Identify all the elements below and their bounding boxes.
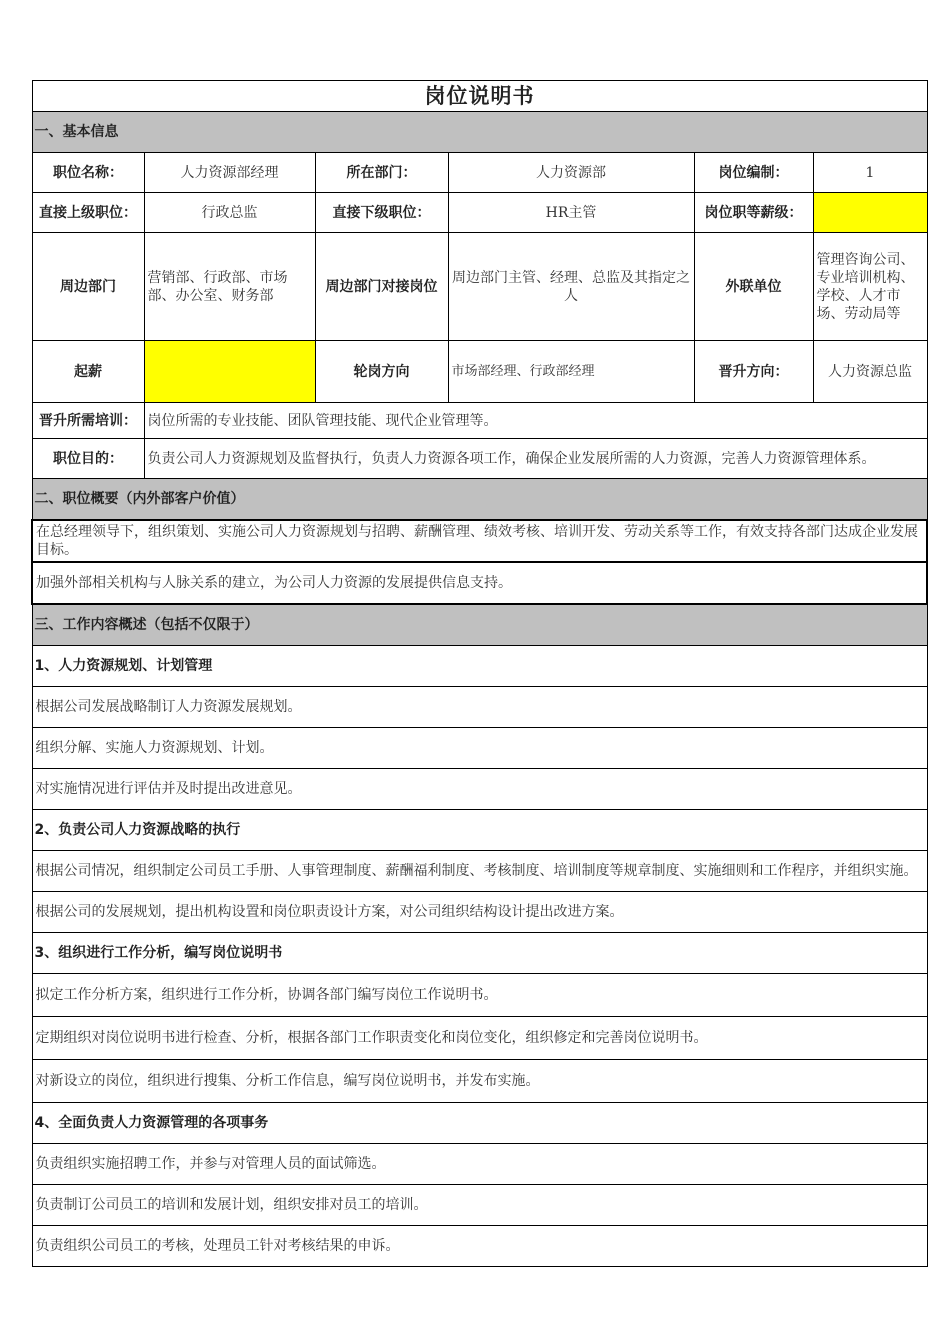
peripheral-contact-value[interactable]: 周边部门主管、经理、总监及其指定之人 <box>448 233 694 341</box>
basic-info-row-1 <box>32 153 927 193</box>
position-purpose-label: 职位目的： <box>32 439 144 479</box>
promotion-training-label: 晋升所需培训： <box>32 403 144 439</box>
superior-position-label: 直接上级职位： <box>32 193 144 233</box>
work-group-title: 3、组织进行工作分析，编写岗位说明书 <box>32 933 927 974</box>
section-work-content-heading: 三、工作内容概述（包括不仅限于） <box>32 604 927 646</box>
salary-grade-label: 岗位职等薪级： <box>694 193 813 233</box>
external-units-value[interactable]: 管理咨询公司、专业培训机构、学校、人才市场、劳动局等 <box>813 233 927 341</box>
position-name-label: 职位名称： <box>32 153 144 193</box>
subordinate-position-value[interactable]: HR主管 <box>448 193 694 233</box>
basic-info-row-4 <box>32 341 927 403</box>
job-description-sheet <box>31 80 926 1267</box>
promotion-direction-value[interactable]: 人力资源总监 <box>813 341 927 403</box>
work-item[interactable]: 负责组织公司员工的考核，处理员工针对考核结果的申诉。 <box>32 1226 927 1267</box>
headcount-value[interactable]: 1 <box>813 153 927 193</box>
work-group-title: 4、全面负责人力资源管理的各项事务 <box>32 1103 927 1144</box>
rotation-direction-value[interactable]: 市场部经理、行政部经理 <box>448 341 694 403</box>
headcount-label: 岗位编制： <box>694 153 813 193</box>
work-item[interactable]: 对新设立的岗位，组织进行搜集、分析工作信息，编写岗位说明书，并发布实施。 <box>32 1060 927 1103</box>
page-title: 岗位说明书 <box>32 81 927 112</box>
promotion-training-row <box>32 403 927 439</box>
job-description-table <box>31 80 928 1267</box>
section-basic-info-heading: 一、基本信息 <box>32 112 927 153</box>
work-item[interactable]: 定期组织对岗位说明书进行检查、分析，根据各部门工作职责变化和岗位变化，组织修定和完善岗位说明书。 <box>32 1017 927 1060</box>
superior-position-value[interactable]: 行政总监 <box>144 193 315 233</box>
work-item[interactable]: 根据公司情况，组织制定公司员工手册、人事管理制度、薪酬福利制度、考核制度、培训制度等规章制度、实施细则和工作程序，并组织实施。 <box>32 851 927 892</box>
starting-salary-value[interactable] <box>144 341 315 403</box>
summary-item[interactable]: 在总经理领导下，组织策划、实施公司人力资源规划与招聘、薪酬管理、绩效考核、培训开发、劳动关系等工作，有效支持各部门达成企业发展目标。 <box>32 520 927 562</box>
work-item[interactable]: 根据公司的发展规划，提出机构设置和岗位职责设计方案，对公司组织结构设计提出改进方案。 <box>32 892 927 933</box>
rotation-direction-label: 轮岗方向 <box>315 341 448 403</box>
work-item[interactable]: 根据公司发展战略制订人力资源发展规划。 <box>32 687 927 728</box>
starting-salary-label: 起薪 <box>32 341 144 403</box>
section-summary-heading: 二、职位概要（内外部客户价值） <box>32 479 927 521</box>
peripheral-contact-label: 周边部门对接岗位 <box>315 233 448 341</box>
salary-grade-value[interactable] <box>813 193 927 233</box>
work-group-title: 1、人力资源规划、计划管理 <box>32 646 927 687</box>
work-item[interactable]: 组织分解、实施人力资源规划、计划。 <box>32 728 927 769</box>
external-units-label: 外联单位 <box>694 233 813 341</box>
position-purpose-value[interactable]: 负责公司人力资源规划及监督执行，负责人力资源各项工作，确保企业发展所需的人力资源，完善人力资源管理体系。 <box>144 439 927 479</box>
department-value[interactable]: 人力资源部 <box>448 153 694 193</box>
position-purpose-row <box>32 439 927 479</box>
position-name-value[interactable]: 人力资源部经理 <box>144 153 315 193</box>
promotion-direction-label: 晋升方向： <box>694 341 813 403</box>
basic-info-row-2 <box>32 193 927 233</box>
peripheral-dept-value[interactable]: 营销部、行政部、市场部、办公室、财务部 <box>144 233 315 341</box>
work-item[interactable]: 拟定工作分析方案，组织进行工作分析，协调各部门编写岗位工作说明书。 <box>32 974 927 1017</box>
work-item[interactable]: 对实施情况进行评估并及时提出改进意见。 <box>32 769 927 810</box>
department-label: 所在部门： <box>315 153 448 193</box>
work-group-title: 2、负责公司人力资源战略的执行 <box>32 810 927 851</box>
peripheral-dept-label: 周边部门 <box>32 233 144 341</box>
promotion-training-value[interactable]: 岗位所需的专业技能、团队管理技能、现代企业管理等。 <box>144 403 927 439</box>
summary-item[interactable]: 加强外部相关机构与人脉关系的建立，为公司人力资源的发展提供信息支持。 <box>32 562 927 604</box>
subordinate-position-label: 直接下级职位： <box>315 193 448 233</box>
basic-info-row-3 <box>32 233 927 341</box>
work-item[interactable]: 负责制订公司员工的培训和发展计划，组织安排对员工的培训。 <box>32 1185 927 1226</box>
work-item[interactable]: 负责组织实施招聘工作，并参与对管理人员的面试筛选。 <box>32 1144 927 1185</box>
